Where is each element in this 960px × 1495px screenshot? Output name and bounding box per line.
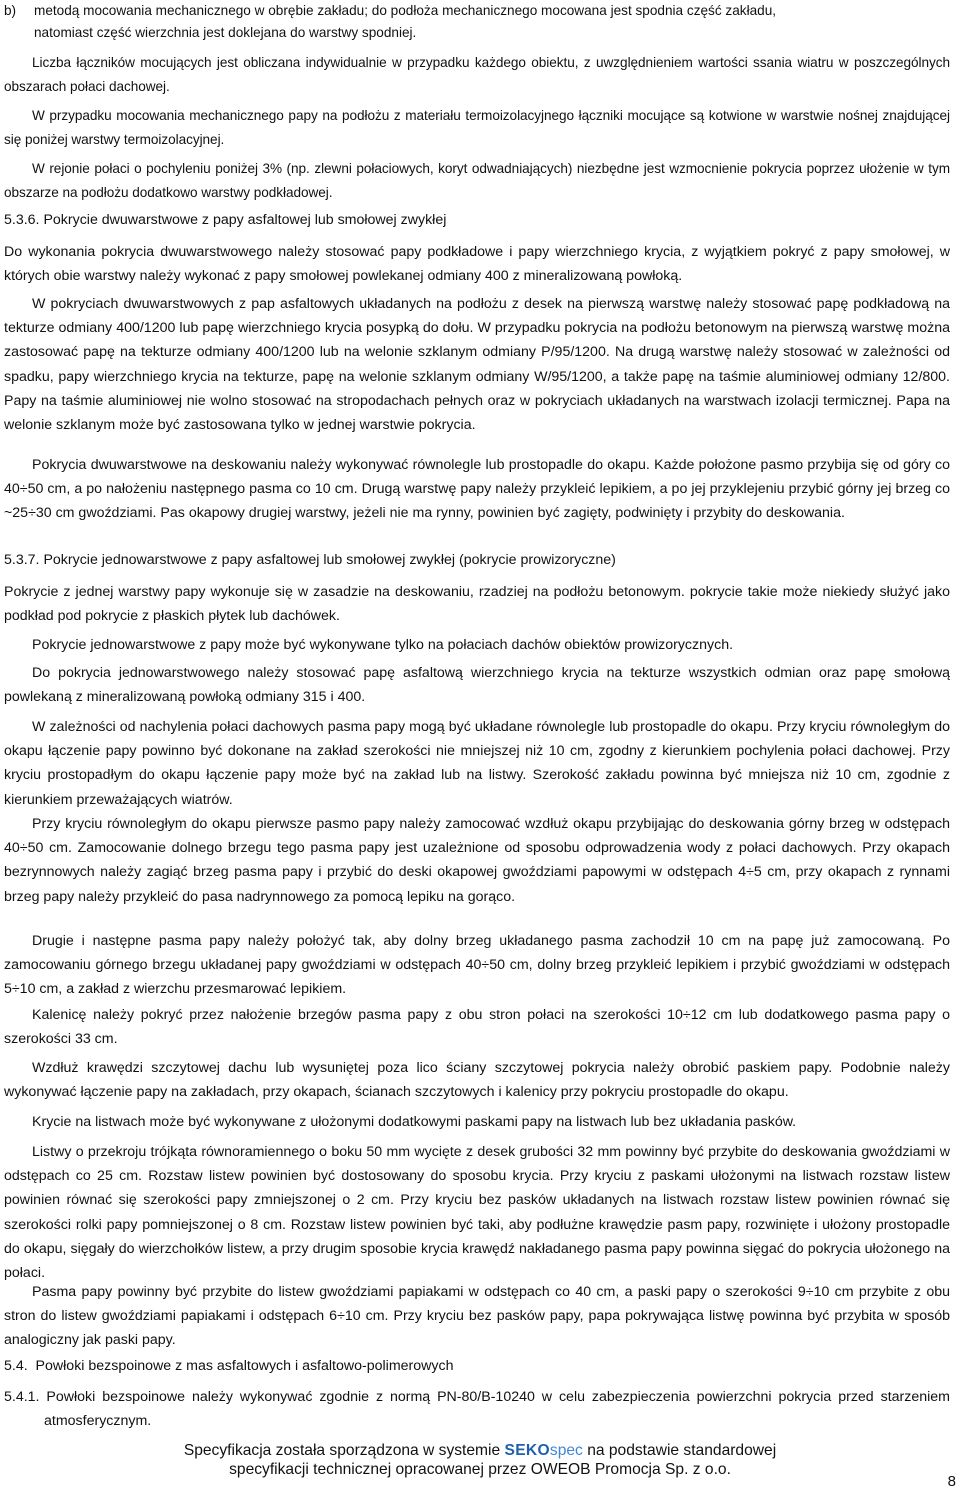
paragraph: Kalenicę należy pokryć przez nałożenie brzegów pasma papy z obu stron połaci na szerokości 10÷12 cm lub dodatkowego pasma papy o szerokości 33 cm. — [4, 1007, 950, 1048]
footer-text-line2: specyfikacji technicznej opracowanej przez OWEOB Promocja Sp. z o.o. — [229, 1461, 731, 1478]
list-label: b) — [4, 3, 17, 18]
section-heading-5-3-6: 5.3.6. Pokrycie dwuwarstwowe z papy asfaltowej lub smołowej zwykłej — [4, 212, 447, 228]
paragraph: Pokrycie jednowarstwowe z papy może być wykonywane tylko na połaciach dachów obiektów prowizorycznych. — [32, 637, 734, 653]
section-heading-5-4: 5.4. Powłoki bezspoinowe z mas asfaltowych i asfaltowo-polimerowych — [4, 1358, 454, 1374]
paragraph: Przy kryciu równoległym do okapu pierwsze pasmo papy należy zamocować wzdłuż okapu przybijając do deskowania górny brzeg w odstępach 40÷50 cm. Zamocowanie dolnego brzegu tego pasma papy jest uzależnione od sposobu odprowadzenia wody z połaci dachowych. Przy okapach bezrynnowych należy zagiąć brzeg pasma papy i przybić do deski okapowej gwoździami papowymi w odstępach 4÷5 cm, przy okapach z rynnami brzeg papy należy przykleić do pasa nadrynnowego za pomocą lepiku na gorąco. — [4, 816, 950, 905]
paragraph: Krycie na listwach może być wykonywane z ułożonymi dodatkowymi paskami papy na listwach lub bez układania pasków. — [32, 1114, 797, 1130]
paragraph: Pokrycia dwuwarstwowe na deskowaniu należy wykonywać równolegle lub prostopadle do okapu. Każde położone pasmo przybija się od góry co 40÷50 cm, a po nałożeniu następnego pasma co 10 cm. Drugą warstwę papy należy przykleić lepikiem, a po jej przyklejeniu przybić górny jej brzeg co ~25÷30 cm gwoździami. Pas okapowy drugiej warstwy, jeżeli nie ma rynny, powinien być zagięty, podwinięty i przybity do deskowania. — [4, 457, 950, 522]
paragraph: W pokryciach dwuwarstwowych z pap asfaltowych układanych na podłożu z desek na pierwszą warstwę należy stosować papę podkładową na tekturze odmiany 400/1200 lub papę wierzchniego krycia posypką do dołu. W przypadku pokrycia na podłożu betonowym na pierwszą warstwę można zastosować papę na tekturze odmiany 400/1200 lub na welonie szklanym odmiany P/95/1200. Na drugą warstwę należy stosować w zależności od spadku, papy wierzchniego krycia na tekturze, papę na welonie szklanym odmiany W/95/1200, a także papę na taśmie aluminiowej odmiany 12/800. Papy na taśmie aluminiowej nie wolno stosować na stropodachach pełnych oraz w pokryciach układanych na warstwach izolacji termicznej. Papa na welonie szklanym może być zastosowana tylko w jednej warstwie pokrycia. — [4, 296, 950, 434]
paragraph: W przypadku mocowania mechanicznego papy na podłożu z materiału termoizolacyjnego łączniki mocujące są kotwione w warstwie nośnej znajdującej się poniżej warstwy termoizolacyjnej. — [4, 108, 950, 148]
paragraph: W zależności od nachylenia połaci dachowych pasma papy mogą być układane równolegle lub prostopadle do okapu. Przy kryciu równoległym do okapu łączenie papy powinno być dokonane na zakład szerokości nie mniejszej niż 10 cm, zgodny z kierunkiem pochylenia połaci dachowej. Przy kryciu prostopadłym do okapu łączenie papy może być na zakład lub na listwy. Szerokość zakładu powinna być mniejsza niż 10 cm, zgodnie z kierunkiem przeważających wiatrów. — [4, 719, 950, 808]
paragraph: Drugie i następne pasma papy należy położyć tak, aby dolny brzeg układanego pasma zachodził 10 cm na papę już zamocowaną. Po zamocowaniu górnego brzegu układanej papy gwoździami w odstępach 40÷50 cm, dolny brzeg przykleić lepikiem i przybić gwoździami w odstępach 5÷10 cm, a zakład z wierzchu przesmarować lepikiem. — [4, 933, 950, 998]
list-text-line2: natomiast część wierzchnia jest doklejana do warstwy spodniej. — [34, 25, 417, 40]
paragraph: Do wykonania pokrycia dwuwarstwowego należy stosować papy podkładowe i papy wierzchniego krycia, z wyjątkiem pokryć z papy smołowej, w których obie warstwy należy wykonać z papy smołowej powlekanej odmiany 400 z mineralizowaną powłoką. — [4, 244, 950, 285]
paragraph: Pokrycie z jednej warstwy papy wykonuje się w zasadzie na deskowaniu, rzadziej na podłożu betonowym. pokrycie takie może niekiedy służyć jako podkład pod pokrycie z płaskich płytek lub dachówek. — [4, 584, 950, 625]
sekospec-logo-seko: SEKO — [504, 1442, 550, 1459]
list-item-b — [4, 0, 950, 44]
paragraph: Liczba łączników mocujących jest obliczana indywidualnie w przypadku każdego obiektu, z uwzględnieniem wartości ssania wiatru w poszczególnych obszarach połaci dachowej. — [4, 55, 950, 95]
page-footer — [0, 1441, 960, 1479]
paragraph: Listwy o przekroju trójkąta równoramiennego o boku 50 mm wycięte z desek grubości 32 mm powinny być przybite do deskowania gwoździami w odstępach co 25 cm. Rozstaw listew powinien być dostosowany do sposobu krycia. Przy kryciu z paskami ułożonymi na listwach rozstaw listew powinien równać się szerokości papy zmniejszonej o 2 cm. Przy kryciu bez pasków układanych na listwach rozstaw listew powinien równać się szerokości rolki papy pomniejszonej o 8 cm. Rozstaw listew powinien być taki, aby podłużne krawędzie pasm papy, rozwinięte i ułożony prostopadle do okapu, sięgały do wierzchołków listew, a przy drugim sposobie krycia krawędź nakładanego pasma papy powinna sięgać do pokrycia ułożonego na połaci. — [4, 1144, 950, 1282]
section-heading-5-3-7: 5.3.7. Pokrycie jednowarstwowe z papy asfaltowej lub smołowej zwykłej (pokrycie prowizoryczne) — [4, 552, 616, 568]
page-number: 8 — [947, 1473, 956, 1490]
numbered-item-5-4-1: 5.4.1. Powłoki bezspoinowe należy wykonywać zgodnie z normą PN-80/B-10240 w celu zabezpieczenia powierzchni pokrycia przed starzeniem atmosferycznym. — [4, 1389, 950, 1430]
footer-text: Specyfikacja została sporządzona w systemie — [183, 1442, 505, 1459]
paragraph: Pasma papy powinny być przybite do listew gwoździami papiakami w odstępach co 40 cm, a paski papy o szerokości 9÷10 cm przybite z obu stron do listew gwoździami papiakami i odstępach 6÷10 cm. Przy kryciu bez pasków papy, papa pokrywająca listwę powinna być przybita w sposób analogiczny jak paski papy. — [4, 1284, 950, 1349]
sekospec-logo-spec: spec — [549, 1442, 583, 1459]
paragraph: W rejonie połaci o pochyleniu poniżej 3% (np. zlewni połaciowych, koryt odwadniających) niezbędne jest wzmocnienie pokrycia poprzez ułożenie w tym obszarze na podłożu dodatkowo warstwy podkładowej. — [4, 161, 950, 201]
footer-text: na podstawie standardowej — [582, 1442, 777, 1459]
paragraph: Wzdłuż krawędzi szczytowej dachu lub wysuniętej poza lico ściany szczytowej pokrycia należy obrobić paskiem papy. Podobnie należy wykonywać łączenie papy na zakładach, przy okapach, ścianach szczytowych i kalenicy przy pokryciu prostopadle do okapu. — [4, 1060, 950, 1101]
paragraph: Do pokrycia jednowarstwowego należy stosować papę asfaltową wierzchniego krycia na tekturze wszystkich odmian oraz papę smołową powlekaną z mineralizowaną powłoką odmiany 315 i 400. — [4, 665, 950, 706]
list-text-line1: metodą mocowania mechanicznego w obrębie zakładu; do podłoża mechanicznego mocowana jest spodnia część zakładu, — [34, 3, 777, 18]
